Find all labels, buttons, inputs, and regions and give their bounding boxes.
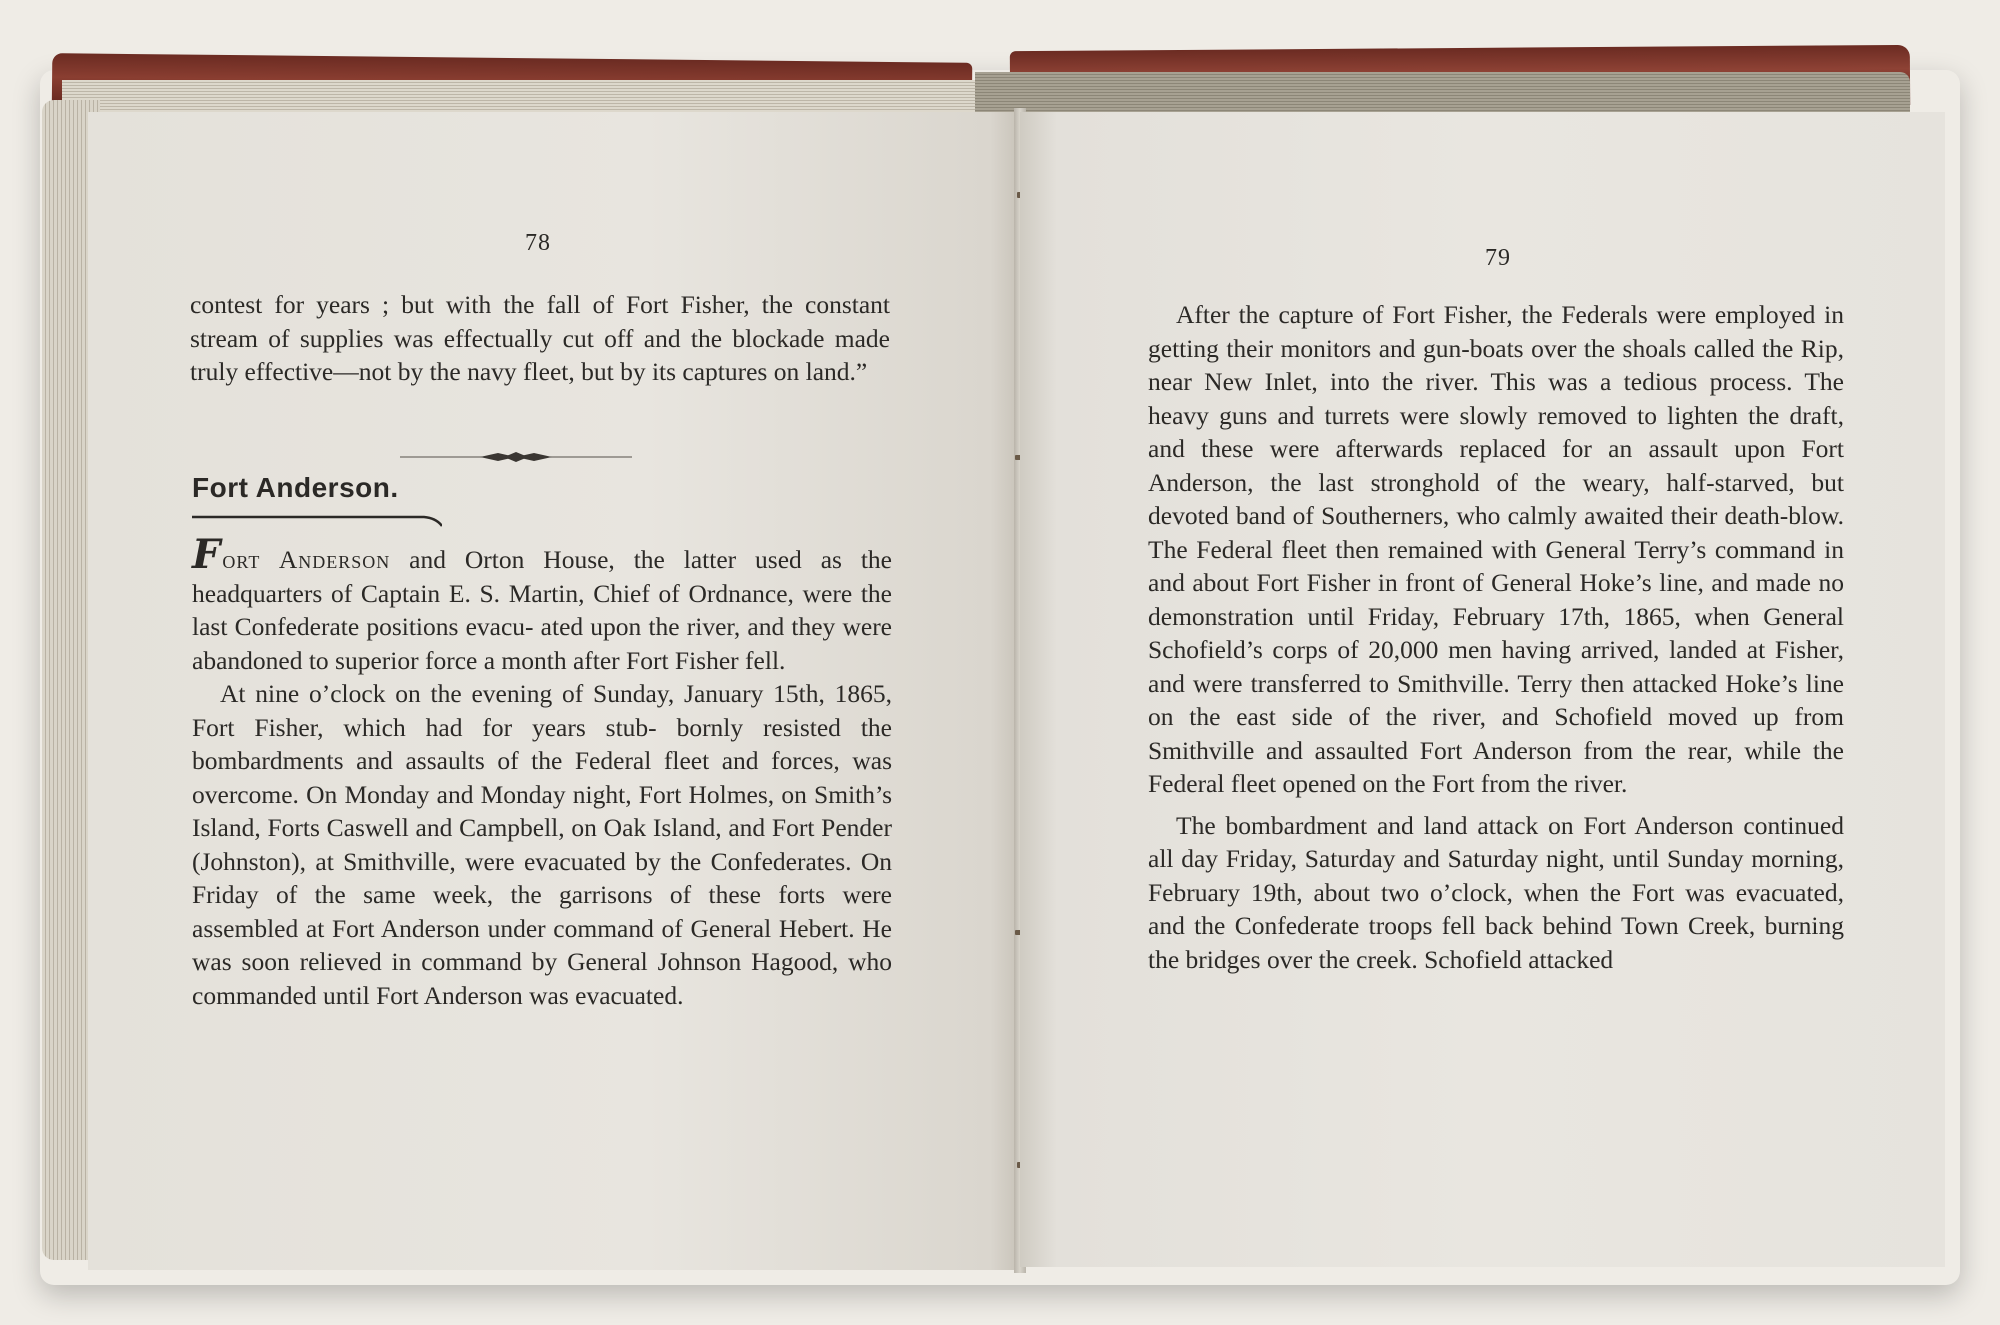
small-caps-lead: ort Anderson <box>222 545 391 574</box>
paragraph-intro-rest: and Orton House, the latter used as the headquarters of Captain E. S. Martin, Chief of Ordnance, were the last Confederate positions evacu- ated upon the river, and they were abandoned to superior force a month after Fort Fisher fell. <box>192 545 892 675</box>
left-body-text <box>192 531 892 1012</box>
right-body-text <box>1148 298 1844 976</box>
paragraph-bombardment: The bombardment and land attack on Fort Anderson continued all day Friday, Saturday and Saturday night, until Sunday morning, February 19th, about two o’clock, when the Fort was evacuated, and the Confederate troops fell back behind Town Creek, burning the bridges over the creek. Schofield attacked <box>1148 810 1844 974</box>
paragraph-federal-fleet: After the capture of Fort Fisher, the Federals were employed in getting their monitors and gun-boats over the shoals called the Rip, near New Inlet, into the river. This was a tedious process. The heavy guns and turrets were slowly removed to lighten the draft, and these were afterwards replaced for an assault upon Fort Anderson, the last stronghold of the weary, half-starved, but devoted band of Southerners, who calmly awaited their death-blow. The Federal fleet then remained with General Terry’s command in and about Fort Fisher in front of General Hoke’s line, and made no demonstration until Friday, February 17th, 1865, when General Schofield’s corps of 20,000 men having arrived, landed at Fisher, and were transferred to Smithville. Terry then attacked Hoke’s line on the east side of the river, and Schofield moved up from Smithville and assaulted Fort Anderson from the rear, while the Federal fleet opened on the Fort from the river. <box>1148 300 1844 798</box>
left-page-number: 78 <box>525 230 551 256</box>
right-page-number: 79 <box>1485 245 1511 271</box>
section-divider-ornament <box>400 450 632 464</box>
continuation-paragraph: contest for years ; but with the fall of Fort Fisher, the constant stream of supplies was effectually cut off and the blockade made truly effective—not by the navy fleet, but by its captures on land.” <box>190 290 890 386</box>
section-heading-fort-anderson: Fort Anderson. <box>192 472 399 503</box>
right-page <box>1020 112 1945 1267</box>
paragraph-fort-fisher-fall: At nine o’clock on the evening of Sunday, January 15th, 1865, Fort Fisher, which had for years stub- bornly resisted the bombardments and assaults of the Federal fleet and forces, was overcome. On Monday and Monday night, Fort Holmes, on Smith’s Island, Forts Caswell and Campbell, on Oak Island, and Fort Pender (Johnston), at Smithville, were evacuated by the Confederates. On Friday of the same week, the garrisons of these forts were assembled at Fort Anderson under command of General Hebert. He was soon relieved in command by General Johnson Hagood, who commanded until Fort Anderson was evacuated. <box>192 679 892 1010</box>
left-continuation-text <box>190 288 890 389</box>
left-page <box>88 112 1018 1270</box>
section-heading-underline <box>192 514 442 528</box>
drop-cap-letter: F <box>192 531 221 578</box>
paragraph-fort-anderson-intro <box>192 531 892 677</box>
